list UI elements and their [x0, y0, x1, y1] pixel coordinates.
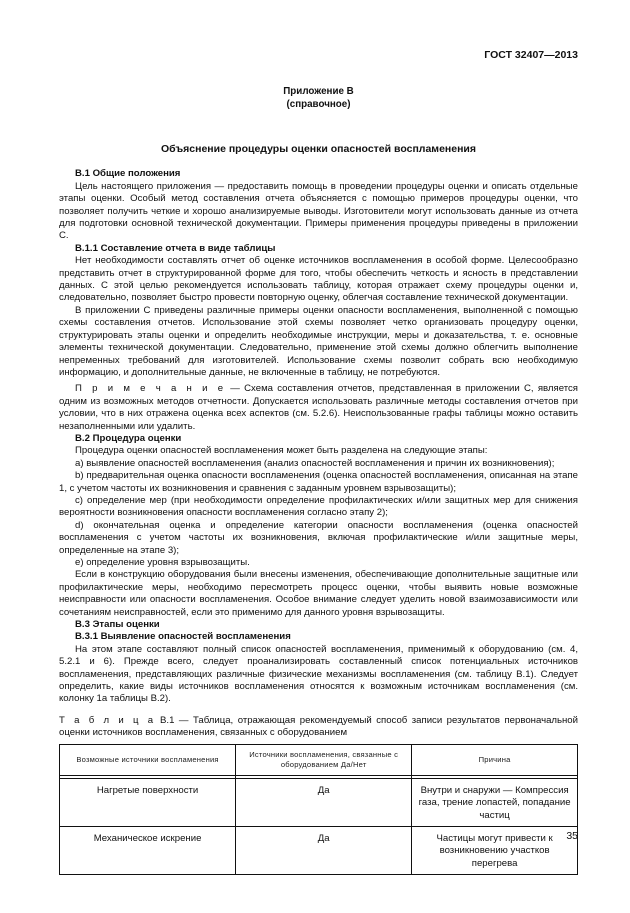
table-row — [60, 826, 578, 874]
table-caption — [59, 715, 578, 740]
paragraph: Нет необходимости составлять отчет об оценке источников воспламенения в особой форме. Целесообразно представить отчет в структурированной форме для того, чтобы обеспечить четкость и ясность в представлении данных. С этой целью рекомендуется использовать таблицу, которая отражает схему процедуры оценки и, следовательно, позволяет быстро провести повторную оценку, облегчая составление технической документации. — [59, 255, 578, 304]
page-number: 35 — [566, 830, 578, 842]
table-cell: Нагретые поверхности — [60, 778, 236, 826]
paragraph: Если в конструкцию оборудования были внесены изменения, обеспечивающие дополнительные защитные или профилактические меры, необходимо пересмотреть процесс оценки, чтобы выявить новые возможные неисправности или опасности воспламенения. Особое внимание следует уделить новой взаимозависимости или сочетаниям неисправностей, если это применимо для данного уровня взрывозащиты. — [59, 569, 578, 618]
table-caption-label: Т а б л и ц а — [59, 714, 156, 726]
list-item: с) определение мер (при необходимости определение профилактических и/или защитных мер для снижения вероятности возникновения опасности воспламенения согласно этапу 2); — [59, 494, 578, 519]
table-header-cell: Причина — [412, 744, 578, 775]
annex-label: Приложение В — [283, 86, 354, 97]
table-header-cell: Источники воспламенения, связанные с оборудованием Да/Нет — [236, 744, 412, 775]
table-header-row — [60, 744, 578, 775]
section-heading-b2: В.2 Процедура оценки — [75, 432, 182, 444]
ignition-sources-table — [59, 744, 578, 875]
table-cell: Да — [236, 778, 412, 826]
table-cell: Внутри и снаружи — Компрессия газа, трение лопастей, попадание частиц — [412, 778, 578, 826]
list-item: d) окончательная оценка и определение категории опасности воспламенения (оценка опасностей воспламенения с учетом частоты их возникновения, включая профилактические и/или защитные меры, определенные на этапе 3); — [59, 519, 578, 556]
section-heading-b3: В.3 Этапы оценки — [75, 619, 160, 631]
table-row — [60, 778, 578, 826]
note-text: — Схема составления отчетов, представленная в приложении С, является одним из возможных методов отчетности. Допускается использовать различные методы составления отчетов при условии, что в них отражена оценка всех аспектов (см. 5.2.6). Неиспользованные графы таблицы можно оставить незаполненными или удалить. — [59, 383, 578, 432]
list-item: b) предварительная оценка опасности воспламенения (оценка опасностей воспламенения, описанная на этапе 1, с учетом частоты их возникновения и сравнения с заданным уровнем взрывозащиты); — [59, 470, 578, 494]
list-item: е) определение уровня взрывозащиты. — [75, 557, 250, 568]
paragraph: В приложении С приведены различные примеры оценки опасности воспламенения, выполненной с помощью схемы составления отчетов. Использование этой схемы позволяет четко организовать процедуру оценки, структурировать этапы оценки и определить необходимые инструкции, меры и доказательства, т. е. основные элементы технической документации. Следовательно, применение этой схемы должно облегчить выполнение непременных требований для изготовителей. Использование схемы позволит собрать всю необходимую информацию, и дополнительные данные, не включенные в таблицу, не потребуются. — [59, 304, 578, 378]
table-cell: Да — [236, 826, 412, 874]
annex-type: (справочное) — [286, 98, 351, 110]
table-cell: Частицы могут привести к возникновению участков перегрева — [412, 826, 578, 874]
annex-heading — [59, 86, 578, 111]
note-label: П р и м е ч а н и е — [75, 383, 227, 395]
standard-code: ГОСТ 32407—2013 — [484, 49, 578, 61]
table-header-cell: Возможные источники воспламенения — [60, 744, 236, 775]
list-item: а) выявление опасностей воспламенения (анализ опасностей воспламенения и причин их возникновения); — [75, 457, 555, 469]
section-heading-b1: В.1 Общие положения — [75, 168, 181, 180]
table-caption-text: В.1 — Таблица, отражающая рекомендуемый способ записи результатов первоначальной оценки источников воспламенения, связанных с оборудованием — [59, 714, 579, 739]
paragraph: Процедура оценки опасностей воспламенения может быть разделена на следующие этапы: — [75, 445, 488, 457]
section-heading-b31: В.3.1 Выявление опасностей воспламенения — [75, 631, 291, 643]
table-cell: Механическое искрение — [60, 826, 236, 874]
note-paragraph — [59, 383, 578, 433]
paragraph: Цель настоящего приложения — предоставить помощь в проведении процедуры оценки и описать отдельные этапы оценки. Особый метод составления отчета объясняется с помощью примеров процедуры оценки, что позволяет получить четкие и хорошо анализируемые выводы. Изготовители могут использовать данные из отчета для подготовки основной технической документации. Примеры применения процедуры приведены в приложении С. — [59, 180, 578, 242]
section-heading-b11: В.1.1 Составление отчета в виде таблицы — [75, 242, 276, 254]
annex-title: Объяснение процедуры оценки опасностей воспламенения — [160, 143, 477, 155]
paragraph: На этом этапе составляют полный список опасностей воспламенения, применимый к оборудованию (см. 4, 5.2.1 и 6). Прежде всего, следует проанализировать составленный список потенциальных источников воспламенения, представляющих различные физические механизмы воспламенения (см. таблицу В.1). Следует определить, какие виды источников воспламенения относятся к возможным источникам воспламенения (см. колонку 1а таблицы В.2). — [59, 643, 578, 705]
